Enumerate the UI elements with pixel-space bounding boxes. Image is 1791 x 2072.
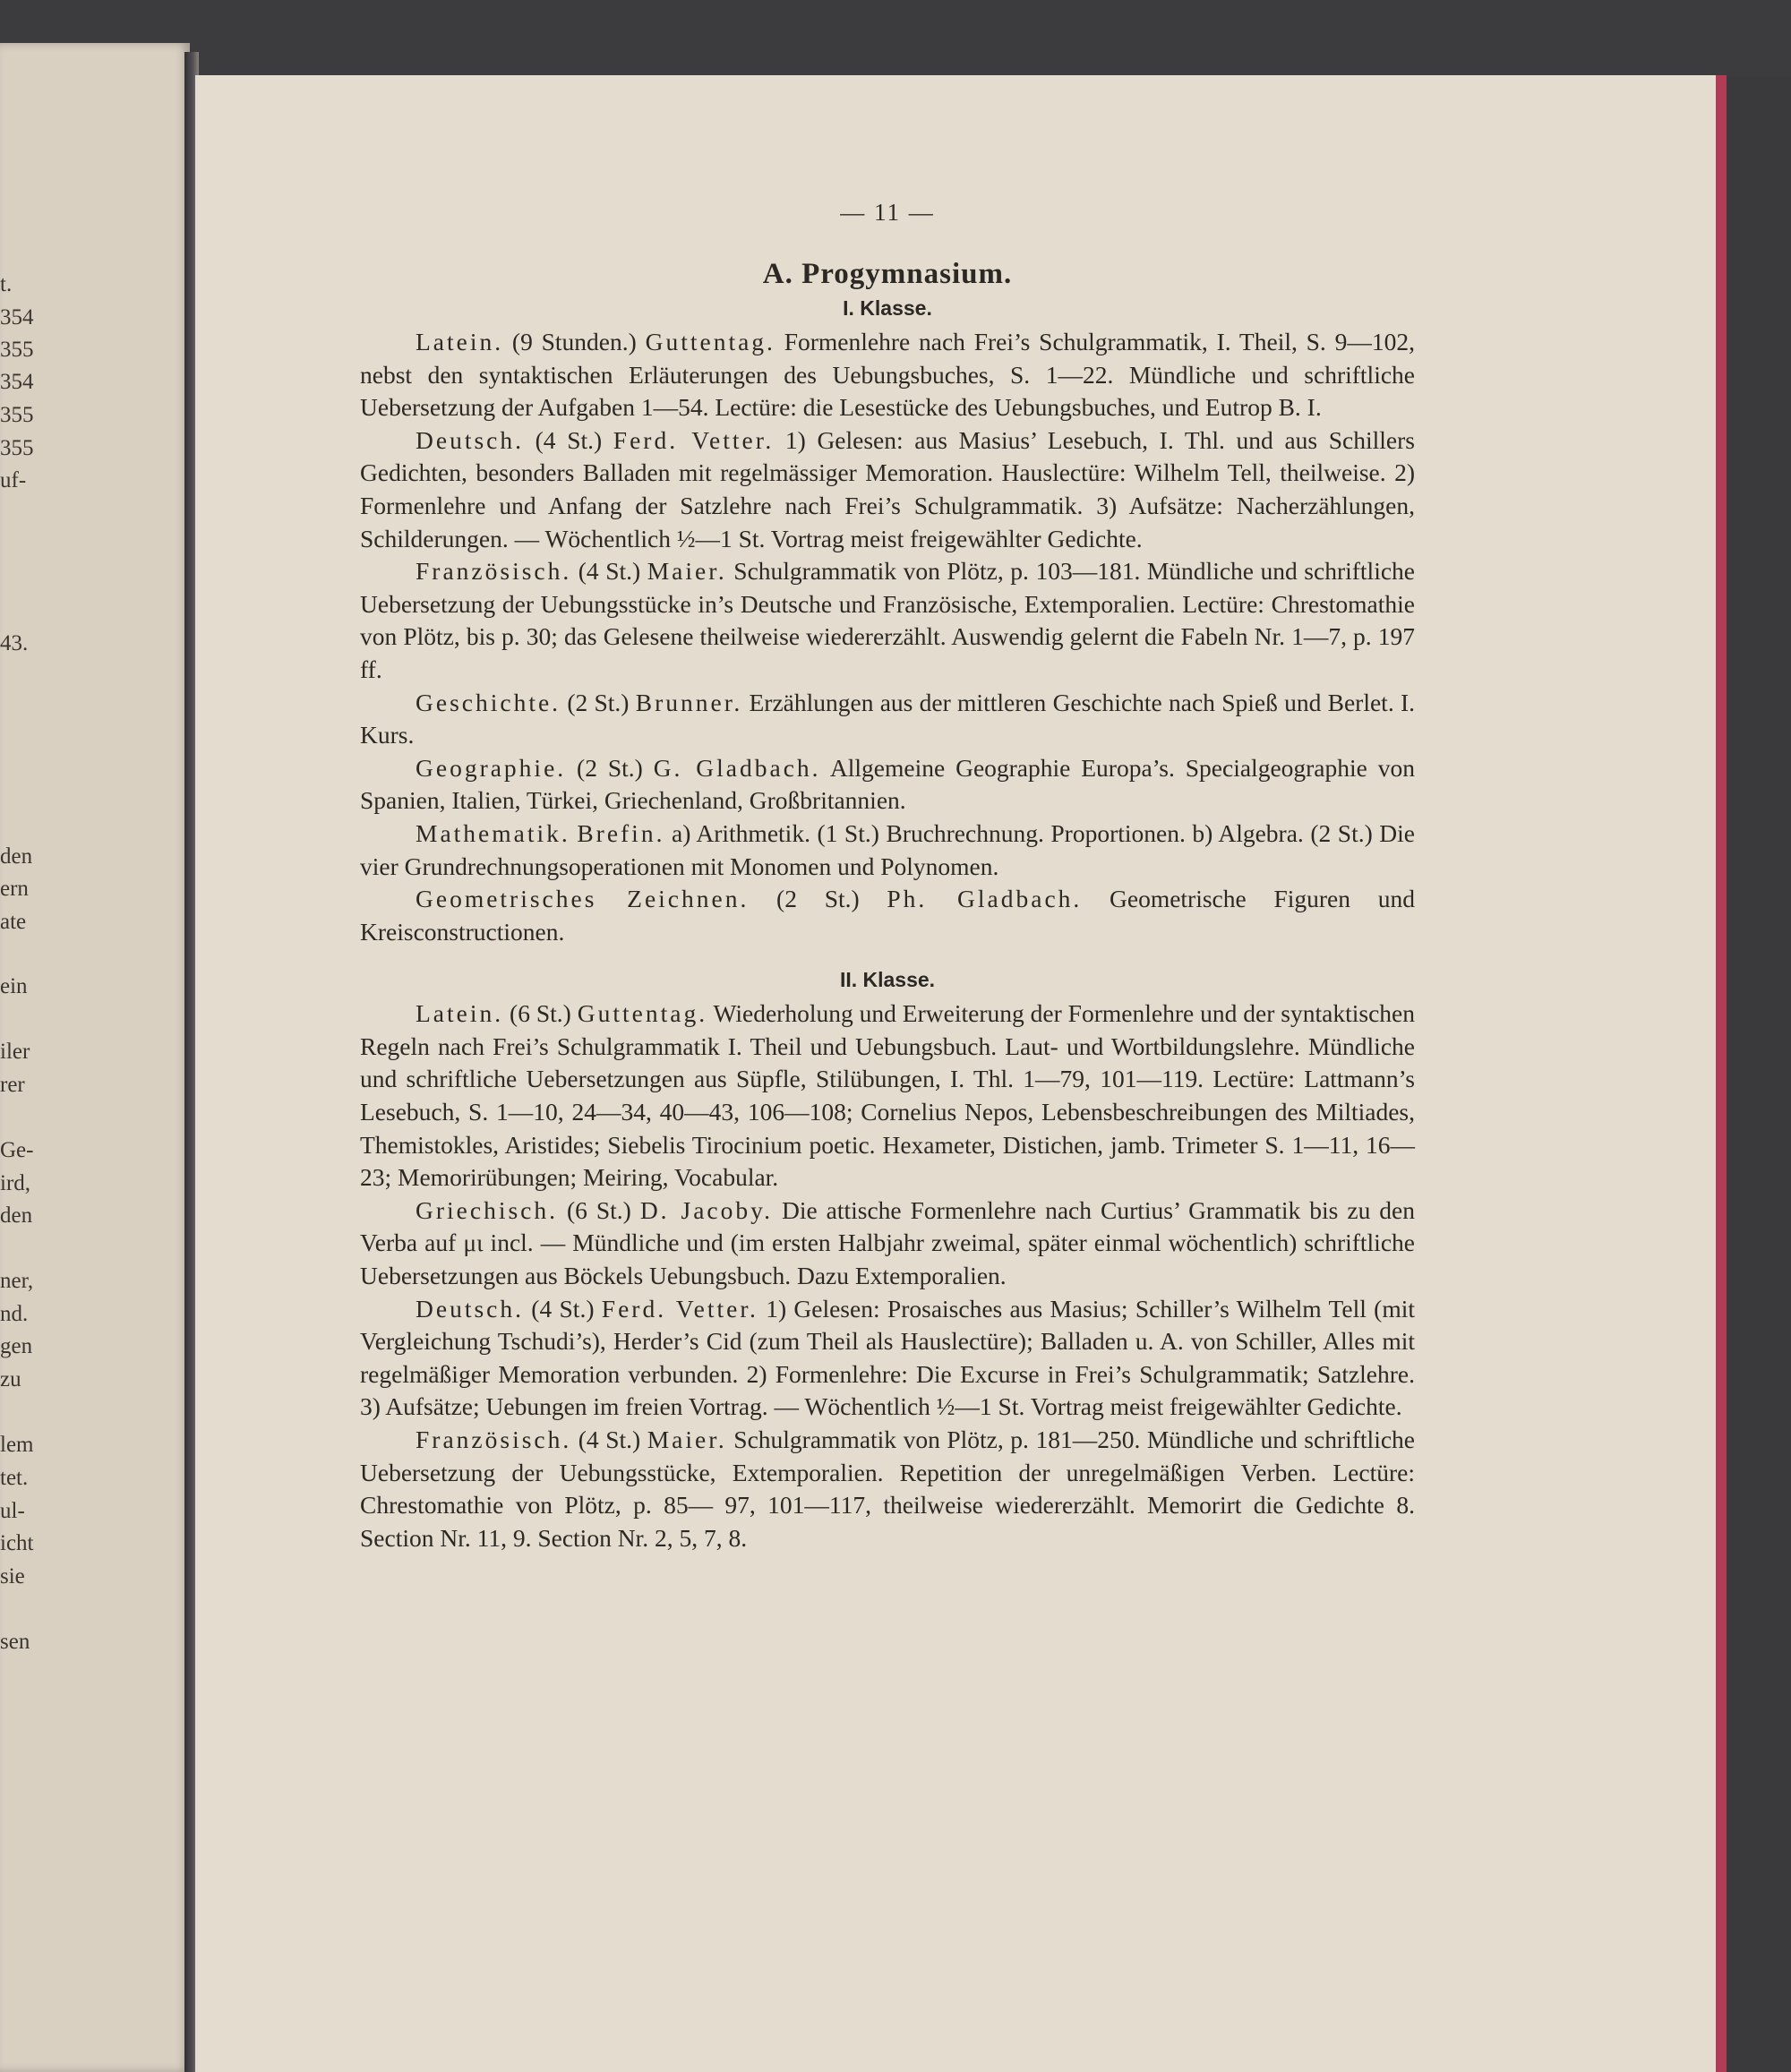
- subject-paragraph: [360, 1293, 1415, 1424]
- paragraph-text: Schulgrammatik von Plötz, p. 181—250. Mündliche und schriftliche Uebersetzung der Uebungsstücke, Extemporalien. Repetition der unregelmäßigen Verben. Lectüre: Chrestomathie von Plötz, p. 85— 97, 101—117, theilweise wiedererzählt. Memorirt die Gedichte 8. Section Nr. 11, 9. Section Nr. 2, 5, 7, 8.: [360, 1426, 1415, 1552]
- teacher-name: Brefin.: [577, 818, 665, 847]
- subject-name: Französisch.: [416, 557, 572, 586]
- paragraph-text: a) Arithmetik. (1 St.) Bruchrechnung. Proportionen. b) Algebra. (2 St.) Die vier Grundrechnungsoperationen mit Monomen und Polynomen.: [360, 818, 1415, 880]
- hours: (4 St.): [571, 1426, 647, 1453]
- hours: (2 St.): [749, 885, 887, 913]
- margin-fragment: uf-: [0, 468, 27, 492]
- margin-fragment: t.: [0, 272, 13, 296]
- paragraph-text: Wiederholung und Erweiterung der Formenlehre und der syntaktischen Regeln nach Frei’s Schulgrammatik I. Theil und Uebungsbuch. Laut- und Wortbildungslehre. Mündliche und schriftliche Uebersetzungen aus Süpfle, Stilübungen, I. Thl. 1—79, 101—119. Lectüre: Lattmann’s Lesebuch, S. 1—10, 24—34, 40—43, 106—108; Cornelius Nepos, Lebensbeschreibungen des Miltiades, Themistokles, Aristides; Siebelis Tirocinium poetic. Hexameter, Distichen, jamb. Trimeter S. 1—11, 16—23; Memorirübungen; Meiring, Vocabular.: [360, 999, 1415, 1192]
- paragraph-text: Schulgrammatik von Plötz, p. 103—181. Mündliche und schriftliche Uebersetzung der Uebungsstücke in’s Deutsche und Französische, Extemporalien. Lectüre: Chrestomathie von Plötz, bis p. 30; das Gelesene theilweise wiedererzählt. Auswendig gelernt die Fabeln Nr. 1—7, p. 197 ff.: [360, 557, 1415, 683]
- subject-name: Deutsch.: [416, 425, 524, 454]
- margin-fragment: den: [0, 844, 33, 869]
- klasse-1-paragraphs: [360, 326, 1415, 948]
- subject-paragraph: [360, 1424, 1415, 1554]
- teacher-name: G. Gladbach.: [653, 753, 821, 782]
- margin-fragment: lem: [0, 1433, 34, 1457]
- margin-fragment: ern: [0, 877, 29, 901]
- subject-paragraph: [360, 752, 1415, 818]
- hours: (6 St.): [503, 999, 578, 1028]
- hours: (4 St.): [524, 1294, 602, 1323]
- margin-fragment: sie: [0, 1564, 25, 1588]
- teacher-name: Maier.: [647, 557, 727, 586]
- subject-name: Geschichte.: [416, 688, 561, 716]
- margin-fragment: 43.: [0, 631, 29, 655]
- margin-fragment: iler: [0, 1040, 30, 1064]
- subject-paragraph: [360, 326, 1415, 424]
- hours: (2 St.): [561, 688, 636, 716]
- klasse-heading: I. Klasse.: [843, 296, 932, 320]
- margin-fragment: 355: [0, 403, 34, 427]
- margin-fragment: rer: [0, 1073, 25, 1097]
- margin-fragment: ner,: [0, 1269, 34, 1293]
- subject-name: Latein.: [416, 328, 504, 355]
- margin-fragment: 354: [0, 305, 34, 330]
- left-page: [0, 43, 190, 2072]
- margin-fragment: 354: [0, 370, 34, 394]
- teacher-name: Ph. Gladbach.: [887, 885, 1083, 913]
- subject-paragraph: [360, 883, 1415, 948]
- margin-fragment: gen: [0, 1334, 33, 1358]
- subject-name: Griechisch.: [416, 1195, 558, 1224]
- teacher-name: Ferd. Vetter.: [601, 1294, 758, 1323]
- paragraph-text: Formenlehre nach Frei’s Schulgrammatik, I. Theil, S. 9—102, nebst den syntaktischen Erläuterungen des Uebungsbuches, S. 1—22. Mündliche und schriftliche Uebersetzung der Aufgaben 1—54. Lectüre: die Lesestücke des Uebungsbuches, und Eutrop B. I.: [360, 328, 1415, 422]
- scanner-background: [0, 0, 1791, 77]
- margin-fragment: ird,: [0, 1171, 31, 1195]
- subject-name: Geometrisches Zeichnen.: [416, 885, 750, 913]
- margin-fragment: 355: [0, 338, 34, 362]
- margin-fragment: den: [0, 1203, 33, 1228]
- subject-name: Mathematik.: [416, 818, 570, 847]
- subject-paragraph: [360, 1194, 1415, 1293]
- subject-name: Deutsch.: [416, 1294, 524, 1323]
- left-margin-fragments: [0, 43, 190, 2072]
- page-content: [360, 199, 1415, 1554]
- page-edge: [1716, 75, 1727, 2072]
- hours: (2 St.): [566, 753, 654, 782]
- margin-fragment: Ge-: [0, 1138, 34, 1162]
- subject-paragraph: [360, 997, 1415, 1194]
- teacher-name: Ferd. Vetter.: [613, 425, 775, 454]
- paragraph-text: Die attische Formenlehre nach Curtius’ Grammatik bis zu den Verba auf μι incl. — Mündliche und (im ersten Halbjahr zweimal, später einmal wöchentlich) schriftliche Uebersetzungen aus Böckels Uebungsbuch. Dazu Extemporalien.: [360, 1195, 1415, 1290]
- hours: (4 St.): [524, 425, 613, 454]
- hours: (4 St.): [571, 557, 647, 586]
- subject-name: Latein.: [416, 999, 504, 1028]
- subject-paragraph: [360, 687, 1415, 752]
- margin-fragment: sen: [0, 1630, 30, 1654]
- klasse-heading: II. Klasse.: [839, 968, 936, 992]
- subject-name: Französisch.: [416, 1426, 572, 1453]
- margin-fragment: ate: [0, 910, 27, 934]
- teacher-name: Guttentag.: [645, 328, 776, 355]
- subject-paragraph: [360, 555, 1415, 686]
- margin-fragment: zu: [0, 1367, 21, 1391]
- margin-fragment: nd.: [0, 1302, 29, 1326]
- klasse-2-paragraphs: [360, 997, 1415, 1554]
- teacher-name: Brunner.: [635, 688, 743, 716]
- paragraph-text: Erzählungen aus der mittleren Geschichte nach Spieß und Berlet. I. Kurs.: [360, 688, 1415, 749]
- hours: (9 Stunden.): [503, 328, 646, 355]
- margin-fragment: ul-: [0, 1499, 25, 1523]
- paragraph-text: 1) Gelesen: aus Masius’ Lesebuch, I. Thl. und aus Schillers Gedichten, besonders Balladen mit regelmässiger Memoration. Hauslectüre: Wilhelm Tell, theilweise. 2) Formenlehre und Anfang der Satzlehre nach Frei’s Schulgrammatik. 3) Aufsätze: Nacherzählungen, Schilderungen. — Wöchentlich ½—1 St. Vortrag meist freigewählter Gedichte.: [360, 425, 1415, 552]
- margin-fragment: ein: [0, 974, 28, 998]
- margin-fragment: tet.: [0, 1466, 29, 1490]
- margin-fragment: icht: [0, 1531, 34, 1555]
- margin-fragment: 355: [0, 436, 34, 460]
- paragraph-text: Allgemeine Geographie Europa’s. Specialgeographie von Spanien, Italien, Türkei, Griechenland, Großbritannien.: [360, 753, 1415, 815]
- teacher-name: Maier.: [647, 1426, 727, 1453]
- subject-paragraph: [360, 818, 1415, 883]
- hours: (6 St.): [558, 1195, 640, 1224]
- teacher-name: D. Jacoby.: [639, 1195, 773, 1224]
- section-title: A. Progymnasium.: [762, 258, 1013, 290]
- page-number: — 11 —: [840, 199, 935, 226]
- paragraph-text: 1) Gelesen: Prosaisches aus Masius; Schiller’s Wilhelm Tell (mit Vergleichung Tschudi’s), Herder’s Cid (zum Theil als Hauslectüre); Balladen u. A. von Schiller, Alles mit regelmäßiger Memoration verbunden. 2) Formenlehre: Die Excurse in Frei’s Schulgrammatik; Satzlehre. 3) Aufsätze; Uebungen im freien Vortrag. — Wöchentlich ½—1 St. Vortrag meist freigewählter Gedichte.: [360, 1294, 1415, 1421]
- subject-paragraph: [360, 424, 1415, 555]
- subject-name: Geographie.: [416, 753, 567, 782]
- paragraph-text: Geometrische Figuren und Kreisconstructionen.: [360, 885, 1415, 946]
- teacher-name: Guttentag.: [577, 999, 708, 1028]
